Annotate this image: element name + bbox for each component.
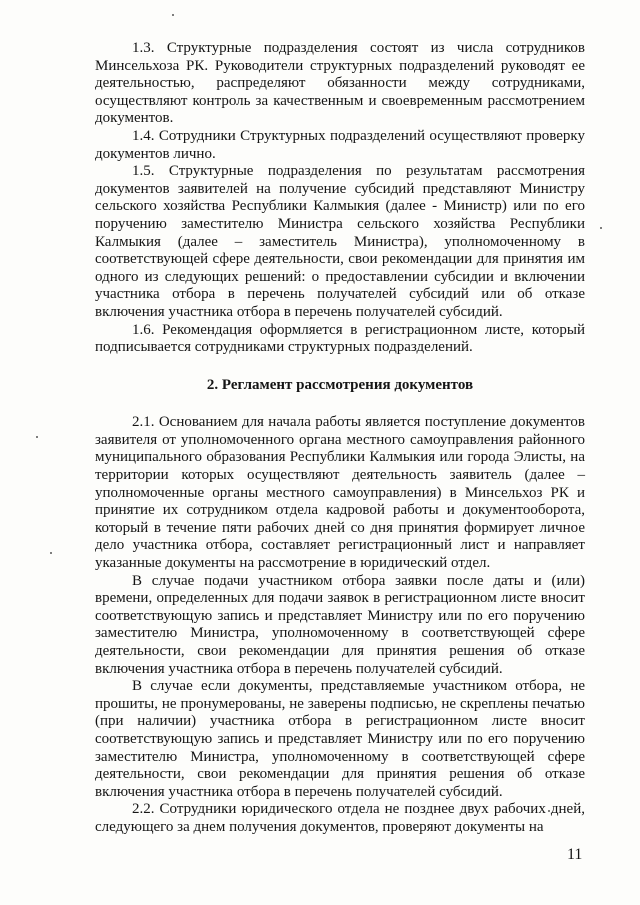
paragraph-1-3: 1.3. Структурные подразделения состоят из числа сотрудников Минсельхоза РК. Руководители структурных подразделений руководят ее деятельностью, распределяют обязанности между сотрудниками, осуществляют контроль за качественным и своевременным рассмотрением документов. xyxy=(95,40,585,127)
paragraph-1-4: 1.4. Сотрудники Структурных подразделений осуществляют проверку документов лично. xyxy=(95,127,585,162)
paragraph-late-submission: В случае подачи участником отбора заявки после даты и (или) времени, определенных для подачи заявок в регистрационном листе вносит соответствующую запись и представляет Министру или по его поручению заместителю Министра, уполномоченному в соответствующей сфере деятельности, свои рекомендации для принятия решения об отказе включения участника отбора в перечень получателей субсидий. xyxy=(95,572,585,677)
section-2-heading: 2. Регламент рассмотрения документов xyxy=(206,376,474,393)
scan-speck xyxy=(50,552,52,554)
document-body xyxy=(95,40,585,837)
paragraph-1-6: 1.6. Рекомендация оформляется в регистрационном листе, который подписывается сотрудниками структурных подразделений. xyxy=(95,321,585,356)
paragraph-2-1: 2.1. Основанием для начала работы является поступление документов заявителя от уполномоченного органа местного самоуправления районного муниципального образования Республики Калмыкия или города Элисты, на территории которых осуществляют деятельность заявитель (далее – уполномоченные органы местного самоуправления) в Минсельхоз РК и принятие их сотрудником отдела кадровой работы и документооборота, который в течение пяти рабочих дней со дня принятия формирует личное дело участника отбора, составляет регистрационный лист и направляет указанные документы на рассмотрение в юридический отдел. xyxy=(95,414,585,572)
paragraph-unbound-documents: В случае если документы, представляемые участником отбора, не прошиты, не пронумерованы, не заверены подписью, не скреплены печатью (при наличии) участника отбора в регистрационном листе вносит соответствующую запись и представляет Министру или по его поручению заместителю Министра, уполномоченному в соответствующей сфере деятельности, свои рекомендации для принятия решения об отказе включения участника отбора в перечень получателей субсидий. xyxy=(95,678,585,800)
paragraph-2-2: 2.2. Сотрудники юридического отдела не позднее двух рабочих дней, следующего за днем получения документов, проверяют документы на xyxy=(95,801,585,835)
scan-speck xyxy=(172,14,174,16)
paragraph-1-5: 1.5. Структурные подразделения по результатам рассмотрения документов заявителей на получение субсидий представляют Министру сельского хозяйства Республики Калмыкия (далее - Министр) или по его поручению заместителю Министра сельского хозяйства Республики Калмыкия (далее – заместитель Министра), уполномоченному в соответствующей сфере деятельности, свои рекомендации для принятия им одного из следующих решений: о предоставлении субсидии и включении участника отбора в перечень получателей субсидий или об отказе включения участника отбора в перечень получателей субсидий. xyxy=(95,163,585,320)
scan-speck xyxy=(36,436,38,438)
page-number: 11 xyxy=(567,846,583,863)
scan-speck xyxy=(600,227,602,229)
